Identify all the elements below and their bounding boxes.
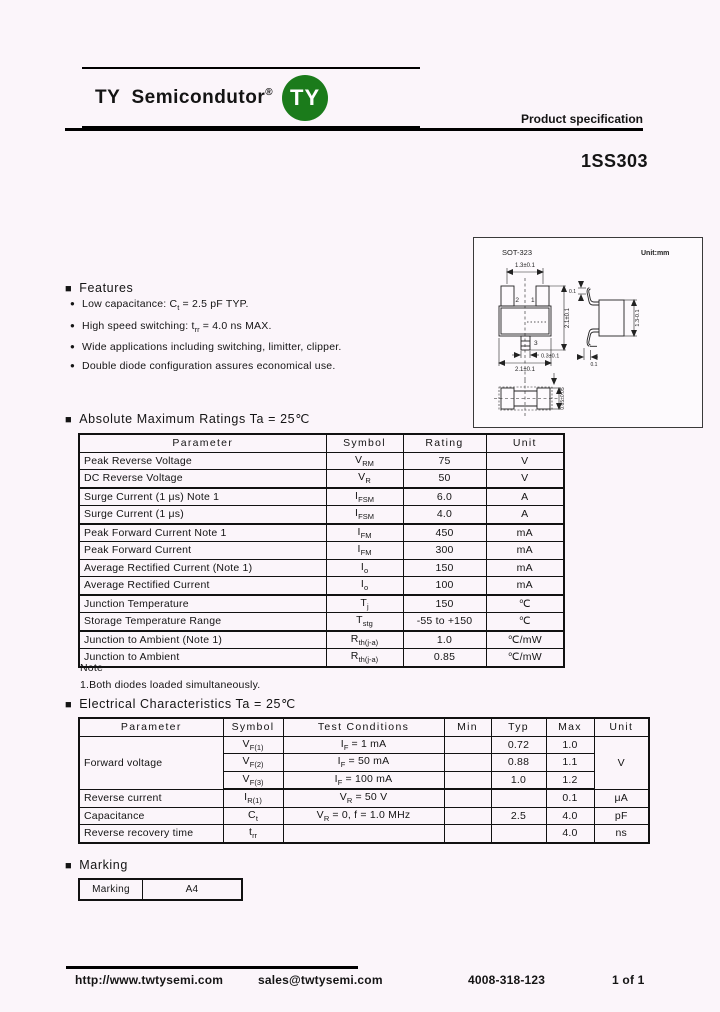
sot323-outline-drawing <box>474 238 702 427</box>
elec-table <box>78 717 650 844</box>
table-cell: pF <box>594 807 649 825</box>
table-cell: A <box>486 488 564 506</box>
table-cell: ℃/mW <box>486 649 564 667</box>
column-header: Parameter <box>79 718 223 736</box>
table-cell: 6.0 <box>403 488 486 506</box>
marking-heading: ■ Marking <box>65 858 128 872</box>
features-heading: ■ Features <box>65 281 134 295</box>
table-cell <box>444 754 491 772</box>
table-cell: mA <box>486 559 564 577</box>
table-cell: V <box>486 470 564 488</box>
table-cell: Surge Current (1 μs) Note 1 <box>79 488 326 506</box>
section-bullet-icon: ■ <box>65 414 73 426</box>
table-cell: $V_{RM}$ <box>326 452 403 470</box>
dim-height-label: 2.1±0.1 <box>565 308 571 328</box>
table-cell: mA <box>486 577 564 595</box>
footer-website: http://www.twtysemi.com <box>75 973 224 987</box>
table-cell: V <box>486 452 564 470</box>
table-row <box>79 595 564 613</box>
table-row <box>79 542 564 560</box>
marking-table <box>78 878 243 901</box>
table-cell: Forward voltage <box>79 736 223 789</box>
table-header-row <box>79 718 649 736</box>
dim-pad-label: 0.65±0.05 <box>560 387 566 410</box>
footer-rule <box>66 966 358 969</box>
part-number: 1SS303 <box>580 151 648 171</box>
table-cell: 4.0 <box>546 807 594 825</box>
section-bullet-icon: ■ <box>65 699 73 711</box>
dim-lead-label: 0.1 <box>569 289 576 295</box>
table-row <box>79 488 564 506</box>
table-row <box>79 470 564 488</box>
company-ty: TY <box>95 86 120 108</box>
column-header: Typ <box>491 718 546 736</box>
bullet-icon: ● <box>70 360 76 370</box>
header-rule <box>65 128 643 131</box>
table-cell: -55 to +150 <box>403 613 486 631</box>
table-cell: $V_R = 50$ V <box>283 789 444 807</box>
product-spec-label: Product specification <box>520 112 643 126</box>
table-cell: $R_{th(j-a)}$ <box>326 649 403 667</box>
section-bullet-icon: ■ <box>65 283 73 295</box>
table-row <box>79 506 564 524</box>
note-block <box>80 660 260 694</box>
dim-side-height-label: 1.3-0.1 <box>635 309 641 327</box>
table-cell: A <box>486 506 564 524</box>
table-row <box>79 577 564 595</box>
table-cell: 75 <box>403 452 486 470</box>
table-cell: $V_R$ <box>326 470 403 488</box>
table-cell: 150 <box>403 559 486 577</box>
features-section <box>65 281 465 375</box>
marking-label-cell: Marking <box>79 879 143 900</box>
table-cell: Surge Current (1 μs) <box>79 506 326 524</box>
table-cell: $V_{F(1)}$ <box>223 736 283 754</box>
table-cell: DC Reverse Voltage <box>79 470 326 488</box>
table-cell: $I_F = 50$ mA <box>283 754 444 772</box>
footer-email: sales@twtysemi.com <box>258 973 383 987</box>
table-cell: Peak Forward Current Note 1 <box>79 524 326 542</box>
table-cell: 1.0 <box>491 771 546 789</box>
table-cell: 4.0 <box>546 825 594 843</box>
ty-logo-icon: TY <box>282 75 328 121</box>
table-cell: 1.0 <box>546 736 594 754</box>
table-cell: $R_{th(j-a)}$ <box>326 631 403 649</box>
dim-foot-label: 0.1 <box>590 362 598 368</box>
column-header: Rating <box>403 434 486 452</box>
table-cell: Peak Reverse Voltage <box>79 452 326 470</box>
table-cell: Capacitance <box>79 807 223 825</box>
table-cell <box>444 789 491 807</box>
marking-value-cell: A4 <box>143 879 243 900</box>
table-row <box>79 524 564 542</box>
feature-item: ● High speed switching: $t_{rr} = 4.0$ ns MAX. <box>70 319 272 334</box>
bullet-icon: ● <box>70 299 76 308</box>
table-cell: $I_{FSM}$ <box>326 488 403 506</box>
table-cell: $I_{R(1)}$ <box>223 789 283 807</box>
table-row <box>79 613 564 631</box>
table-cell: 0.88 <box>491 754 546 772</box>
column-header: Parameter <box>79 434 326 452</box>
table-cell: $I_{FM}$ <box>326 542 403 560</box>
pin3-label: 3 <box>534 340 538 347</box>
column-header: Test Conditions <box>283 718 444 736</box>
table-cell: mA <box>486 542 564 560</box>
column-header: Max <box>546 718 594 736</box>
note-text: 1.Both diodes loaded simultaneously. <box>80 679 261 691</box>
feature-item: ● Low capacitance: $C_t = 2.5$ pF TYP. <box>70 298 249 313</box>
column-header: Symbol <box>223 718 283 736</box>
table-cell: ns <box>594 825 649 843</box>
table-cell: ℃/mW <box>486 631 564 649</box>
table-header-row <box>79 434 564 452</box>
table-cell: 0.1 <box>546 789 594 807</box>
table-cell: ℃ <box>486 613 564 631</box>
unit-label: Unit:mm <box>641 250 670 257</box>
table-cell: Peak Forward Current <box>79 542 326 560</box>
table-cell: mA <box>486 524 564 542</box>
table-cell: Average Rectified Current <box>79 577 326 595</box>
table-cell: 0.72 <box>491 736 546 754</box>
company-rest: Semicondutor <box>131 86 266 108</box>
table-cell: 1.0 <box>403 631 486 649</box>
table-cell: Reverse current <box>79 789 223 807</box>
column-header: Unit <box>594 718 649 736</box>
table-cell: 450 <box>403 524 486 542</box>
package-drawing <box>473 237 703 428</box>
table-cell: $T_{stg}$ <box>326 613 403 631</box>
table-cell: $I_o$ <box>326 577 403 595</box>
footer-phone: 4008-318-123 <box>468 973 546 987</box>
table-cell: μA <box>594 789 649 807</box>
table-cell <box>444 825 491 843</box>
table-row <box>79 736 649 754</box>
bullet-icon: ● <box>70 320 76 330</box>
pin2-label: 2 <box>515 297 519 304</box>
table-cell: $T_j$ <box>326 595 403 613</box>
table-row <box>79 789 649 807</box>
table-row <box>79 631 564 649</box>
table-cell: 150 <box>403 595 486 613</box>
table-cell: $I_o$ <box>326 559 403 577</box>
table-cell: 50 <box>403 470 486 488</box>
table-cell <box>491 789 546 807</box>
table-cell: $I_F = 100$ mA <box>283 771 444 789</box>
section-bullet-icon: ■ <box>65 860 73 872</box>
company-name <box>95 87 273 109</box>
table-row <box>79 825 649 843</box>
table-cell: 1.1 <box>546 754 594 772</box>
table-cell: 100 <box>403 577 486 595</box>
column-header: Unit <box>486 434 564 452</box>
table-cell: 4.0 <box>403 506 486 524</box>
table-cell: $V_R = 0$, f = 1.0 MHz <box>283 807 444 825</box>
table-cell: $I_{FM}$ <box>326 524 403 542</box>
table-row <box>79 452 564 470</box>
table-cell: 2.5 <box>491 807 546 825</box>
column-header: Min <box>444 718 491 736</box>
dim-pin3-label: 0.3±0.1 <box>541 353 560 360</box>
note-title: Note <box>80 662 103 674</box>
table-cell: Junction to Ambient (Note 1) <box>79 631 326 649</box>
feature-item: ● Double diode configuration assures economical use. <box>70 359 336 372</box>
table-cell: Junction Temperature <box>79 595 326 613</box>
elec-heading: ■ Electrical Characteristics Ta = 25℃ <box>65 697 296 711</box>
table-cell: 0.85 <box>403 649 486 667</box>
table-cell: $I_F = 1$ mA <box>283 736 444 754</box>
table-cell: $V_{F(3)}$ <box>223 771 283 789</box>
table-cell: Storage Temperature Range <box>79 613 326 631</box>
column-header: Symbol <box>326 434 403 452</box>
table-row <box>79 807 649 825</box>
table-cell <box>283 825 444 843</box>
table-cell: Junction to Ambient <box>79 649 326 667</box>
package-type-label: SOT-323 <box>502 248 533 257</box>
table-cell: $t_{rr}$ <box>223 825 283 843</box>
table-cell <box>444 807 491 825</box>
table-cell: $I_{FSM}$ <box>326 506 403 524</box>
table-row <box>79 879 242 900</box>
registered-mark: ® <box>265 86 274 98</box>
pin1-label: 1 <box>531 297 535 304</box>
table-cell: $V_{F(2)}$ <box>223 754 283 772</box>
table-cell: Reverse recovery time <box>79 825 223 843</box>
bullet-icon: ● <box>70 342 76 352</box>
feature-item: ● Wide applications including switching, limitter, clipper. <box>70 341 342 354</box>
features-list <box>65 295 465 375</box>
abs-max-table <box>78 433 565 668</box>
table-cell: $C_t$ <box>223 807 283 825</box>
abs-max-heading: ■ Absolute Maximum Ratings Ta = 25℃ <box>65 412 310 426</box>
dim-bottom-label: 2.1±0.1 <box>515 367 535 373</box>
table-cell <box>491 825 546 843</box>
dim-top-label: 1.3±0.1 <box>515 263 535 269</box>
logo-box <box>82 67 420 128</box>
table-cell: 300 <box>403 542 486 560</box>
table-row <box>79 559 564 577</box>
table-cell: ℃ <box>486 595 564 613</box>
table-cell <box>444 736 491 754</box>
table-cell: V <box>594 736 649 789</box>
table-cell: Average Rectified Current (Note 1) <box>79 559 326 577</box>
footer-page-number: 1 of 1 <box>612 973 645 987</box>
table-cell <box>444 771 491 789</box>
table-cell: 1.2 <box>546 771 594 789</box>
